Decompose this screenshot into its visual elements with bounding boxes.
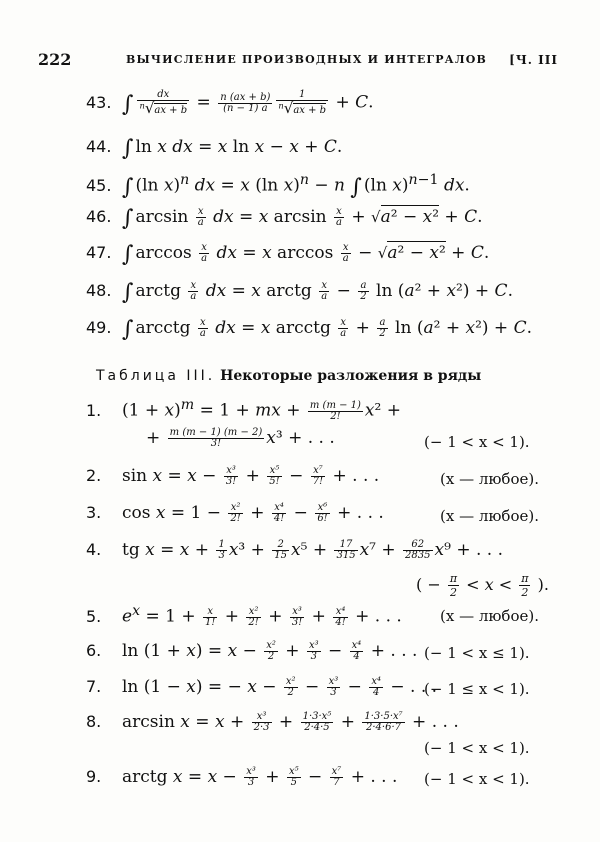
integral-44: 44. ∫ ln x dx = x ln x − x + C. xyxy=(86,136,343,161)
running-title: ВЫЧИСЛЕНИЕ ПРОИЗВОДНЫХ И ИНТЕГРАЛОВ xyxy=(126,53,488,66)
formula-number: 4. xyxy=(86,540,102,559)
formula-number: 49. xyxy=(86,318,112,337)
formula-number: 1. xyxy=(86,400,102,420)
formula-number: 7. xyxy=(86,677,102,696)
formula-number: 44. xyxy=(86,137,112,156)
series-2-range: (x — любое). xyxy=(440,470,539,488)
formula-number: 46. xyxy=(86,207,112,226)
series-8-range: (− 1 < x < 1). xyxy=(424,739,530,757)
formula-number: 9. xyxy=(86,767,102,786)
series-1-line-2: + $\frac{m (m - 1) (m - 2)}{3!}$ x³ + . . . xyxy=(146,427,335,449)
series-8: 8. arcsin x = x + $\frac{\text{x³}}{2\cdot 3}$ + $\frac{\text{1·3·x⁵}}{2\cdot 4\cdot 5}$ + $\frac{\text{1·3·5·x⁷}}{2\cdot 4\cdot 6\cdot 7}$ + . . . xyxy=(86,711,459,733)
formula-number: 45. xyxy=(86,175,112,195)
section-prefix: Таблица III. xyxy=(96,368,216,384)
series-9: 9. arctg x = x − $\frac{\text{x³}}{3}$ + $\frac{\text{x⁵}}{5}$ − $\frac{\text{x⁷}}{7}$ + . . . xyxy=(86,766,398,788)
series-7: 7. ln (1 − x) = − x − $\frac{\text{x²}}{2}$ − $\frac{\text{x³}}{3}$ − $\frac{\text{x⁴}}{4}$ − . . . xyxy=(86,676,438,698)
section-heading xyxy=(96,368,481,384)
formula-number: 5. xyxy=(86,606,102,626)
formula-number: 47. xyxy=(86,243,112,262)
integral-45: 45. ∫ (ln x)$^n$ dx = x (ln x)$^n$ − n ∫ (ln x)$^{n-1}$ dx. xyxy=(86,172,470,200)
series-5: 5. $e^x = 1$ + $\frac{x}{1!}$ + $\frac{\text{x²}}{2!}$ + $\frac{\text{x³}}{3!}$ + $\frac{\text{x⁴}}{4!}$ + . . . xyxy=(86,603,402,628)
series-2: 2. sin x = x − $\frac{\text{x³}}{3!}$ + $\frac{\text{x⁵}}{5!}$ − $\frac{\text{x⁷}}{7!}$ + . . . xyxy=(86,465,380,487)
formula-number: 2. xyxy=(86,466,102,485)
series-4-range: ( − $\frac{\pi}{2}$ < x < $\frac{\pi}{2}$ ). xyxy=(416,572,549,599)
integral-49: 49. ∫ arcctg $\frac{x}{a}$ dx = x arcctg $\frac{x}{a}$ + $\frac{a}{2}$ ln (a² + x²) + C. xyxy=(86,317,532,342)
series-4: 4. tg x = x + $\frac{1}{3}$ x³ + $\frac{2}{15}$ x⁵ + $\frac{17}{315}$ x⁷ + $\frac{62}{2835}$ x⁹ + . . . xyxy=(86,539,503,561)
integral-46: 46. ∫ arcsin $\frac{x}{a}$ dx = x arcsin $\frac{x}{a}$ + √a² − x² + C. xyxy=(86,206,483,231)
series-5-range: (x — любое). xyxy=(440,607,539,625)
formula-number: 43. xyxy=(86,92,112,112)
integral-48: 48. ∫ arctg $\frac{x}{a}$ dx = x arctg $\frac{x}{a}$ − $\frac{a}{2}$ ln (a² + x²) + C. xyxy=(86,280,513,305)
integral-47: 47. ∫ arccos $\frac{x}{a}$ dx = x arccos $\frac{x}{a}$ − √a² − x² + C. xyxy=(86,242,490,267)
series-3-range: (x — любое). xyxy=(440,507,539,525)
page-header xyxy=(38,50,558,74)
formula-number: 6. xyxy=(86,641,102,660)
series-7-range: (− 1 ≤ x < 1). xyxy=(424,680,530,698)
series-1-line-1: 1. $(1 + x)^m = 1$ + mx + $\frac{m (m - 1)}{2!}$ x² + xyxy=(86,397,401,422)
series-3: 3. cos x = 1 − $\frac{\text{x²}}{2!}$ + $\frac{\text{x⁴}}{4!}$ − $\frac{\text{x⁶}}{6!}$ + . . . xyxy=(86,502,384,524)
integral-43: 43. ∫ $\frac{dx}{^n√ax + b}$ = $\frac{n (ax + b)}{(n - 1) a}$ $\frac{1}{^n√ax + b}$ + C. xyxy=(86,89,374,117)
series-9-range: (− 1 < x < 1). xyxy=(424,770,530,788)
chapter-label: [Ч. III xyxy=(509,53,558,67)
formula-number: 8. xyxy=(86,712,102,731)
section-title: Некоторые разложения в ряды xyxy=(220,368,482,384)
series-1-range: (− 1 < x < 1). xyxy=(424,433,530,451)
page-number: 222 xyxy=(38,50,72,69)
formula-number: 48. xyxy=(86,281,112,300)
formula-number: 3. xyxy=(86,503,102,522)
series-6-range: (− 1 < x ≤ 1). xyxy=(424,644,530,662)
series-6: 6. ln (1 + x) = x − $\frac{\text{x²}}{2}$ + $\frac{\text{x³}}{3}$ − $\frac{\text{x⁴}}{4}$ + . . . xyxy=(86,640,418,662)
